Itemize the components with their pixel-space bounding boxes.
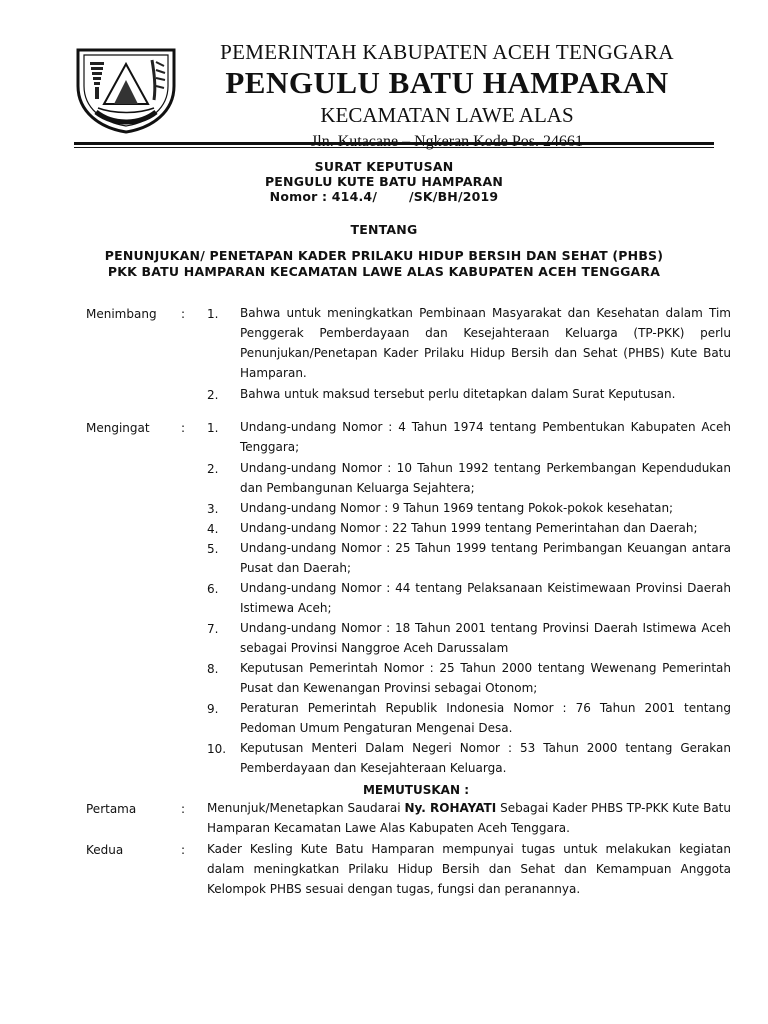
government-name: PEMERINTAH KABUPATEN ACEH TENGGARA: [220, 40, 674, 64]
mengingat-num: 2.: [207, 462, 219, 476]
mengingat-num: 4.: [207, 522, 219, 536]
mengingat-item: Keputusan Pemerintah Nomor : 25 Tahun 2000 tentang Wewenang Pemerintah Pusat dan Kewenangan Provinsi sebagai Otonom;: [240, 661, 731, 695]
tentang-heading: TENTANG: [350, 222, 418, 237]
pertama-colon: :: [181, 802, 186, 816]
kedua-colon: :: [181, 843, 186, 857]
kedua-text: Kader Kesling Kute Batu Hamparan mempunyai tugas untuk melakukan kegiatan dalam meningkatkan Prilaku Hidup Bersih dan Sehat dan Kemampuan Anggota Kelompok PHBS sesuai dengan tugas, fungsi dan peranannya.: [207, 842, 731, 896]
menimbang-num: 2.: [207, 388, 219, 402]
mengingat-item: Keputusan Menteri Dalam Negeri Nomor : 53 Tahun 2000 tentang Gerakan Pemberdayaan dan Kesejahteraan Keluarga.: [240, 741, 731, 775]
menimbang-item: Bahwa untuk maksud tersebut perlu ditetapkan dalam Surat Keputusan.: [240, 387, 676, 401]
appointee-name: Ny. ROHAYATI: [404, 801, 497, 815]
pertama-text-after: Sebagai Kader PHBS TP-PKK Kute Batu Hamparan Kecamatan Lawe Alas Kabupaten Aceh Tenggara.: [207, 801, 731, 835]
mengingat-item: Undang-undang Nomor : 10 Tahun 1992 tentang Perkembangan Kependudukan dan Pembangunan Keluarga Sejahtera;: [240, 461, 731, 495]
mengingat-num: 9.: [207, 702, 219, 716]
mengingat-item: Undang-undang Nomor : 22 Tahun 1999 tentang Pemerintahan dan Daerah;: [240, 521, 698, 535]
subject-line-2: PKK BATU HAMPARAN KECAMATAN LAWE ALAS KABUPATEN ACEH TENGGARA: [107, 264, 661, 279]
decree-subject: [0, 248, 768, 280]
mengingat-num: 1.: [207, 421, 219, 435]
mengingat-num: 6.: [207, 582, 219, 596]
mengingat-num: 3.: [207, 502, 219, 516]
document-title: [0, 159, 768, 204]
subject-line-1: PENUNJUKAN/ PENETAPAN KADER PRILAKU HIDUP BERSIH DAN SEHAT (PHBS): [104, 248, 664, 263]
memutuskan-heading: MEMUTUSKAN :: [362, 783, 469, 797]
pertama-text-before: Menunjuk/Menetapkan Saudarai: [207, 801, 405, 815]
title-line-1: SURAT KEPUTUSAN: [314, 159, 454, 174]
menimbang-num: 1.: [207, 307, 219, 321]
mengingat-colon: :: [181, 421, 186, 435]
pertama-text: [207, 798, 731, 838]
letterhead: [74, 38, 714, 138]
menimbang-colon: :: [181, 307, 186, 321]
mengingat-item: Undang-undang Nomor : 4 Tahun 1974 tentang Pembentukan Kabupaten Aceh Tenggara;: [240, 420, 731, 454]
kedua-label: Kedua: [86, 843, 124, 857]
mengingat-num: 7.: [207, 622, 219, 636]
mengingat-item: Peraturan Pemerintah Republik Indonesia Nomor : 76 Tahun 2001 tentang Pedoman Umum Pengaturan Mengenai Desa.: [240, 701, 731, 735]
decree-number: Nomor : 414.4/ /SK/BH/2019: [269, 189, 499, 204]
letterhead-divider-thick: [74, 142, 714, 145]
mengingat-item: Undang-undang Nomor : 25 Tahun 1999 tentang Perimbangan Keuangan antara Pusat dan Daerah;: [240, 541, 731, 575]
mengingat-item: Undang-undang Nomor : 18 Tahun 2001 tentang Provinsi Daerah Istimewa Aceh sebagai Provinsi Nanggroe Aceh Darussalam: [240, 621, 731, 655]
mengingat-num: 8.: [207, 662, 219, 676]
menimbang-item: Bahwa untuk meningkatkan Pembinaan Masyarakat dan Kesehatan dalam Tim Penggerak Pemberdayaan dan Kesejahteraan Keluarga (TP-PKK) perlu Penunjukan/Penetapan Kader Prilaku Hidup Bersih dan Sehat (PHBS) Kute Batu Hamparan.: [240, 306, 731, 380]
pertama-label: Pertama: [86, 802, 137, 816]
mengingat-label: Mengingat: [86, 421, 150, 435]
title-line-2: PENGULU KUTE BATU HAMPARAN: [264, 174, 504, 189]
aceh-tenggara-emblem-icon: [74, 42, 178, 134]
mengingat-num: 10.: [207, 742, 227, 756]
letterhead-text: [180, 38, 714, 153]
mengingat-item: Undang-undang Nomor : 44 tentang Pelaksanaan Keistimewaan Provinsi Daerah Istimewa Aceh;: [240, 581, 731, 615]
district-name: KECAMATAN LAWE ALAS: [320, 103, 574, 127]
menimbang-label: Menimbang: [86, 307, 157, 321]
letterhead-divider-thin: [74, 147, 714, 148]
mengingat-num: 5.: [207, 542, 219, 556]
office-name: PENGULU BATU HAMPARAN: [225, 65, 669, 100]
mengingat-item: Undang-undang Nomor : 9 Tahun 1969 tentang Pokok-pokok kesehatan;: [240, 501, 674, 515]
